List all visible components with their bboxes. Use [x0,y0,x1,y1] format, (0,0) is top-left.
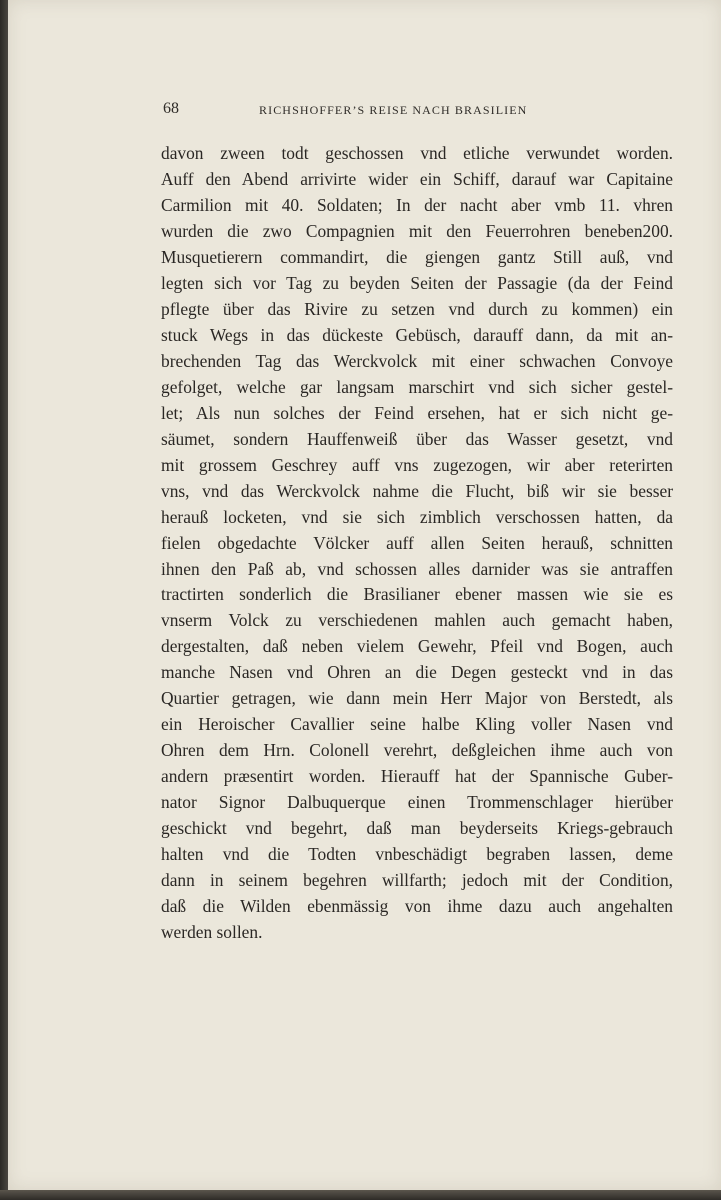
text-line: mit grossem Geschrey auff vns zugezogen, wir aber reterirten [161,454,673,475]
text-line: brechenden Tag das Werckvolck mit einer schwachen Convoye [161,350,673,371]
text-line-last: werden sollen. [161,922,263,943]
text-line: fielen obgedachte Völcker auff allen Seiten herauß, schnitten [161,532,673,553]
text-line: stuck Wegs in das dückeste Gebüsch, darauff dann, da mit an- [161,324,673,345]
text-line: Musquetierern commandirt, die giengen gantz Still auß, vnd [161,246,673,267]
text-line: manche Nasen vnd Ohren an die Degen gesteckt vnd in das [161,662,673,683]
book-edge-left [0,0,8,1200]
text-line: wurden die zwo Compagnien mit den Feuerrohren beneben200. [161,220,673,241]
running-head: RICHSHOFFER’S REISE NACH BRASILIEN [259,103,528,117]
book-edge-bottom [0,1190,721,1200]
text-line: halten vnd die Todten vnbeschädigt begraben lassen, deme [161,844,673,865]
page-header [163,100,673,124]
text-line: andern præsentirt worden. Hierauff hat der Spannische Guber- [161,766,673,787]
text-line: Quartier getragen, wie dann mein Herr Major von Berstedt, als [161,688,673,709]
text-line: let; Als nun solches der Feind ersehen, hat er sich nicht ge- [161,402,673,423]
text-line: dergestalten, daß neben vielem Gewehr, Pfeil vnd Bogen, auch [161,636,673,657]
text-line: ihnen den Paß ab, vnd schossen alles darnider was sie antraffen [161,558,673,579]
text-line: vns, vnd das Werckvolck nahme die Flucht, biß wir sie besser [161,480,673,501]
text-line: ein Heroischer Cavallier seine halbe Kling voller Nasen vnd [161,714,673,735]
text-line: gefolget, welche gar langsam marschirt vnd sich sicher gestel- [161,376,673,397]
text-line: geschickt vnd begehrt, daß man beyderseits Kriegs-gebrauch [161,818,673,839]
text-line: dann in seinem begehren willfarth; jedoch mit der Condition, [161,870,673,891]
text-line: davon zween todt geschossen vnd etliche verwundet worden. [161,143,673,163]
text-line: legten sich vor Tag zu beyden Seiten der Passagie (da der Feind [161,272,673,293]
text-line: herauß locketen, vnd sie sich zimblich verschossen hatten, da [161,506,673,527]
text-line: Ohren dem Hrn. Colonell verehrt, deßgleichen ihme auch von [161,740,673,761]
text-line: Auff den Abend arrivirte wider ein Schiff, darauf war Capitaine [161,168,673,189]
page-number: 68 [163,100,179,117]
text-line: pflegte über das Rivire zu setzen vnd durch zu kommen) ein [161,298,673,319]
text-line: tractirten sonderlich die Brasilianer ebener massen wie sie es [161,584,673,605]
text-line: vnserm Volck zu verschiedenen mahlen auch gemacht haben, [161,610,673,631]
text-line: Carmilion mit 40. Soldaten; In der nacht aber vmb 11. vhren [161,194,673,215]
text-line: daß die Wilden ebenmässig von ihme dazu auch angehalten [161,896,673,917]
body-text [161,141,673,946]
text-line: säumet, sondern Hauffenweiß über das Wasser gesetzt, vnd [161,428,673,449]
text-line: nator Signor Dalbuquerque einen Trommenschlager hierüber [161,792,673,813]
